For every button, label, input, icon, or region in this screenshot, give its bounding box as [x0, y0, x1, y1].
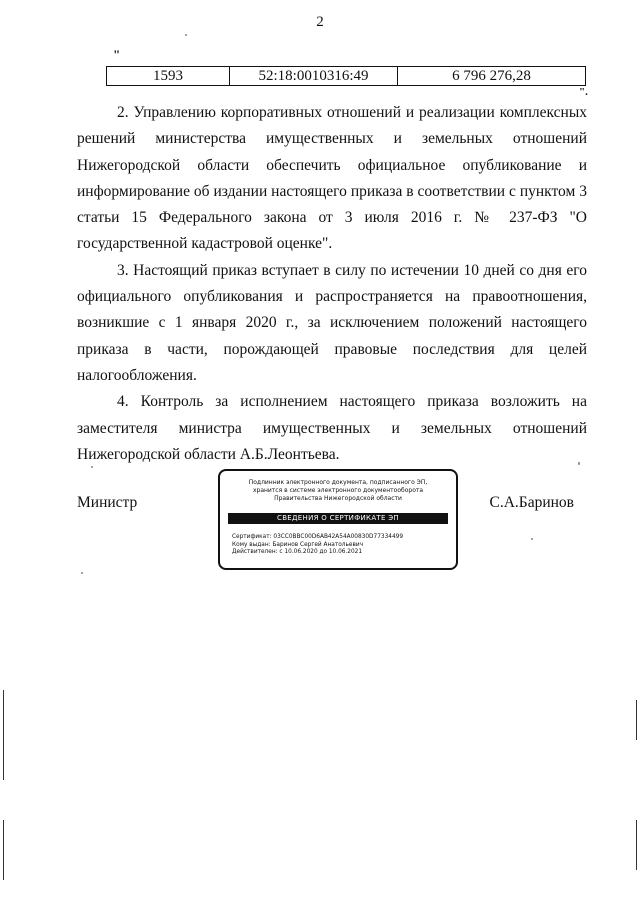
cadastral-table-row	[106, 66, 586, 86]
stamp-issued-to: Кому выдан: Баринов Сергей Анатольевич	[232, 541, 364, 548]
scan-edge-mark	[3, 820, 4, 880]
paragraph-2: 2. Управлению корпоративных отношений и реализации комплексных решений министерства имущественных и земельных отношений Нижегородской области обеспечить официальное опубликование и информирование об издании настоящего приказа в соответствии с пунктом 3 статьи 15 Федерального закона от 3 июля 2016 г. № 237-ФЗ "О государственной кадастровой оценке".	[77, 104, 587, 253]
signatory-position: Министр	[77, 494, 138, 511]
table-cell-cadastral-value: 6 796 276,28	[397, 67, 585, 85]
scan-speck	[531, 538, 533, 540]
electronic-signature-stamp	[218, 469, 458, 570]
stamp-header-line: хранится в системе электронного документооборота	[252, 487, 424, 494]
page-number: 2	[316, 14, 324, 30]
scan-edge-mark	[636, 820, 637, 870]
paragraph-4: 4. Контроль за исполнением настоящего приказа возложить на заместителя министра имущественных и земельных отношений Нижегородской области А.Б.Леонтьева.	[77, 393, 587, 463]
signatory-name: С.А.Баринов	[489, 494, 574, 511]
scan-edge-mark	[636, 700, 637, 740]
stamp-header-line: Правительства Нижегородской области	[274, 495, 402, 502]
scan-edge-mark	[3, 690, 4, 780]
scan-speck	[81, 572, 83, 574]
scan-speck	[185, 34, 187, 36]
stamp-header-line: Подлинник электронного документа, подписанного ЭП,	[248, 479, 428, 486]
table-open-quote: "	[113, 47, 121, 62]
table-close-quote: ".	[579, 86, 588, 98]
stamp-header	[220, 479, 456, 503]
table-cell-cadastral-number: 52:18:0010316:49	[229, 67, 397, 85]
stamp-details	[232, 534, 403, 557]
scan-speck	[578, 462, 580, 465]
paragraph-3: 3. Настоящий приказ вступает в силу по истечении 10 дней со дня его официального опубликования и распространяется на правоотношения, возникшие с 1 января 2020 г., за исключением положений настоящего приказа в части, порождающей правовые последствия для целей налогообложения.	[77, 261, 587, 384]
document-body	[77, 100, 587, 468]
stamp-certificate-id: Сертификат: 03CC0BBC00D6AB42A54A00830D77334499	[232, 534, 404, 540]
stamp-certificate-title: СВЕДЕНИЯ О СЕРТИФИКАТЕ ЭП	[228, 513, 448, 524]
scan-speck	[91, 466, 93, 468]
table-cell-number: 1593	[153, 68, 183, 84]
stamp-validity: Действителен: с 10.06.2020 до 10.06.2021	[232, 549, 363, 555]
